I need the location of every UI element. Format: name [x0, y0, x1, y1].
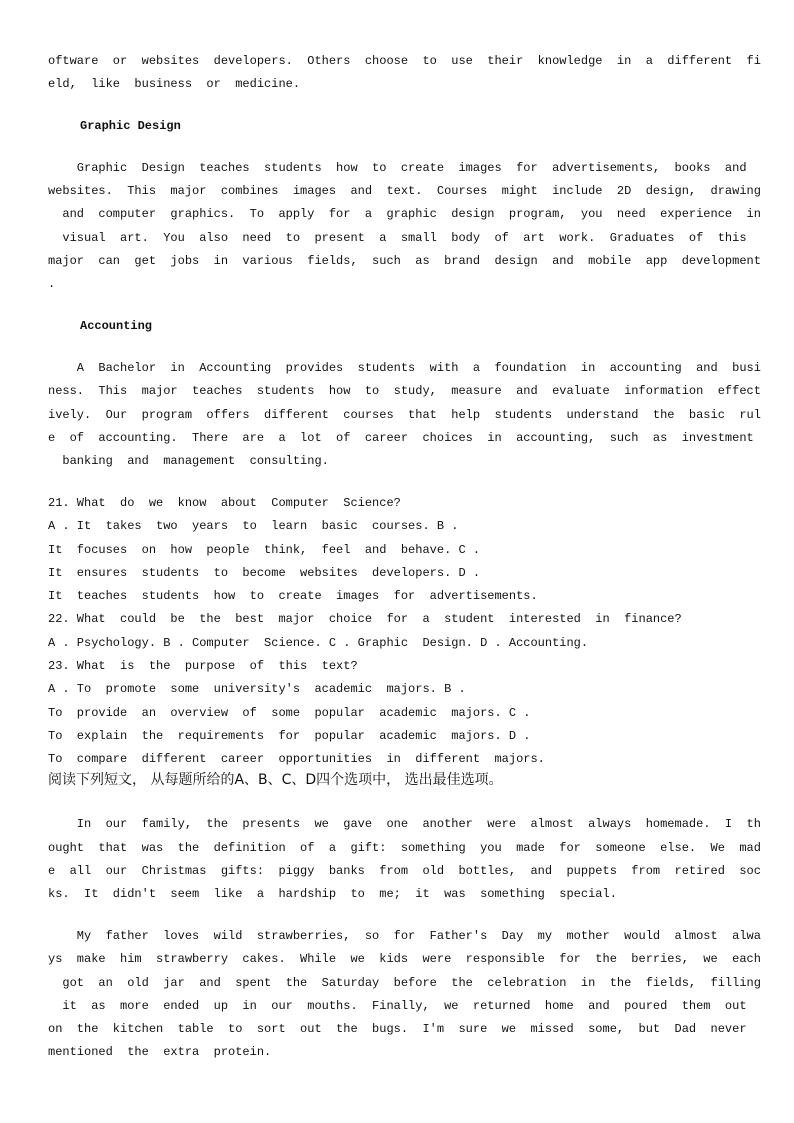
text-line: and computer graphics. To apply for a graphic design program, you need experience in — [48, 207, 761, 221]
reading-instruction: 阅读下列短文， 从每题所给的A、B、C、D四个选项中， 选出最佳选项。 — [48, 772, 503, 788]
text-line: it as more ended up in our mouths. Finally, we returned home and poured them out — [48, 999, 747, 1013]
text-line: A Bachelor in Accounting provides students with a foundation in accounting and busi — [48, 361, 761, 375]
text-line: ys make him strawberry cakes. While we kids were responsible for the berries, we each — [48, 952, 761, 966]
question-option-line: To provide an overview of some popular academic majors. C . — [48, 706, 531, 720]
text-line: ness. This major teaches students how to study, measure and evaluate information effect — [48, 384, 761, 398]
question-23: 23. What is the purpose of this text? — [48, 659, 358, 673]
text-line: In our family, the presents we gave one another were almost always homemade. I th — [48, 817, 761, 831]
text-line: eld, like business or medicine. — [48, 77, 301, 91]
text-line: on the kitchen table to sort out the bugs. I'm sure we missed some, but Dad never — [48, 1022, 747, 1036]
text-line: Graphic Design teaches students how to create images for advertisements, books and — [48, 161, 747, 175]
question-option-line: To compare different career opportunities in different majors. — [48, 752, 545, 766]
text-line: major can get jobs in various fields, such as brand design and mobile app development — [48, 254, 761, 268]
text-line: ks. It didn't seem like a hardship to me; it was something special. — [48, 887, 617, 901]
text-line: e all our Christmas gifts: piggy banks from old bottles, and puppets from retired soc — [48, 864, 761, 878]
text-line: websites. This major combines images and text. Courses might include 2D design, drawing — [48, 184, 761, 198]
text-line: oftware or websites developers. Others choose to use their knowledge in a different fi — [48, 54, 761, 68]
text-line: e of accounting. There are a lot of career choices in accounting, such as investment — [48, 431, 754, 445]
text-line: got an old jar and spent the Saturday before the celebration in the fields, filling — [48, 976, 761, 990]
text-line: My father loves wild strawberries, so for Father's Day my mother would almost alwa — [48, 929, 761, 943]
question-option-line: To explain the requirements for popular academic majors. D . — [48, 729, 531, 743]
text-line: . — [48, 277, 56, 291]
text-line: ought that was the definition of a gift: something you made for someone else. We mad — [48, 841, 761, 855]
question-option-line: A . To promote some university's academic majors. B . — [48, 682, 466, 696]
section-heading-accounting: Accounting — [80, 319, 153, 333]
question-option-line: A . It takes two years to learn basic courses. B . — [48, 519, 459, 533]
text-line: banking and management consulting. — [48, 454, 329, 468]
question-option-line: It focuses on how people think, feel and behave. C . — [48, 543, 481, 557]
question-option-line: A . Psychology. B . Computer Science. C . Graphic Design. D . Accounting. — [48, 636, 589, 650]
text-line: ively. Our program offers different courses that help students understand the basic rul — [48, 408, 761, 422]
question-21: 21. What do we know about Computer Science? — [48, 496, 401, 510]
question-option-line: It ensures students to become websites developers. D . — [48, 566, 481, 580]
question-option-line: It teaches students how to create images for advertisements. — [48, 589, 538, 603]
text-line: mentioned the extra protein. — [48, 1045, 272, 1059]
question-22: 22. What could be the best major choice for a student interested in finance? — [48, 612, 682, 626]
text-line: visual art. You also need to present a small body of art work. Graduates of this — [48, 231, 747, 245]
section-heading-graphic-design: Graphic Design — [80, 119, 181, 133]
